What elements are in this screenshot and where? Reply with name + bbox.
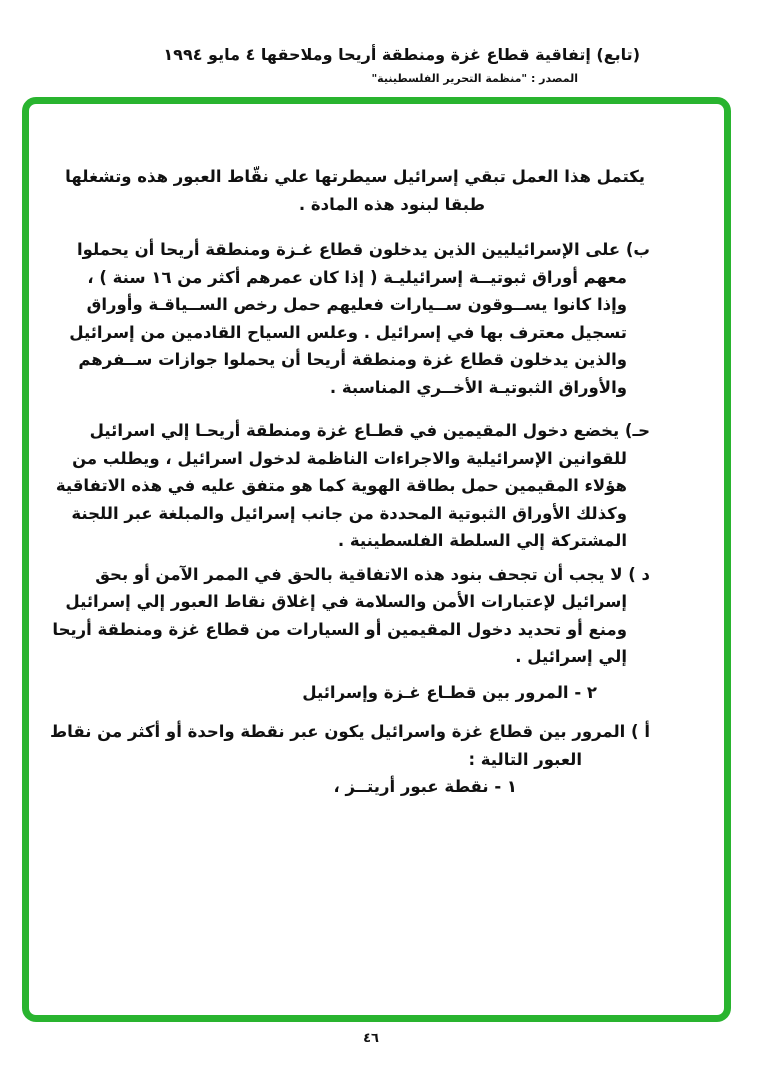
item-a-line-1: أ ) المرور بين قطاع غزة واسرائيل يكون عبر نقطة واحدة أو أكثر من نقاط [49,722,650,741]
item-d-line-1: د ) لا يجب أن تجحف بنود هذه الاتفاقية بالحق في الممر الآمن أو بحق [95,564,650,584]
item-h-line-3: هؤلاء المقيمين حمل بطاقة الهوية كما هو متفق عليه في هذه الاتفاقية [55,476,627,495]
item-d-line-3: ومنع أو تحديد دخول المقيمين أو السيارات من قطاع غزة ومنطقة أريحا [52,619,627,639]
crossing-point-1: ١ - نقطة عبور أريتــز ، [333,777,517,796]
document-body [49,163,650,801]
item-a-line-2: العبور التالية : [468,749,582,769]
item-d-line-2: إسرائيل لإعتبارات الأمن والسلامة في إغلاق نقاط العبور إلي إسرائيل [65,592,627,611]
item-b-line-1: ب) على الإسرائيليين الذين يدخلون قطاع غـزة ومنطقة أريحا أن يحملوا [76,240,650,259]
document-source: المصدر : "منظمة التحرير الفلسطينية" [371,72,578,85]
intro-line-1: يكتمل هذا العمل تبقي إسرائيل سيطرتها علي نقّاط العبور هذه وتشغلها [65,167,645,186]
item-b-line-2: معهم أوراق ثبوتيــة إسرائيليـة ( إذا كان عمرهم أكثر من ١٦ سنة ) ، [87,267,627,287]
item-b-line-5: والذين يدخلون قطاع غزة ومنطقة أريحا أن يحملوا جوازات ســفرهم [78,350,627,369]
intro-line-2: طبقا لبنود هذه المادة . [298,194,485,214]
item-h-line-2: للقوانين الإسرائيلية والاجراءات الناظمة لدخول اسرائيل ، ويطلب من [72,448,627,468]
item-h-line-4: وكذلك الأوراق الثبوتية المحددة من جانب إسرائيل والمبلغة عبر اللجنة [71,503,627,523]
item-b-line-6: والأوراق الثبوتيـة الأخــري المناسبة . [329,377,627,397]
item-d-line-4: إلي إسرائيل . [515,647,627,666]
document-title: (تابع) إتفاقية قطاع غزة ومنطقة أريحا وملاحقها ٤ مايو ١٩٩٤ [163,45,640,64]
item-h-line-1: حـ) يخضع دخول المقيمين في قطـاع غزة ومنطقة أريحـا إلي اسرائيل [89,421,650,440]
item-b-line-3: وإذا كانوا يســوقون ســيارات فعليهم حمل رخص الســياقـة وأوراق [86,295,627,314]
item-b-line-4: تسجيل معترف بها في إسرائيل . وعلس السياح القادمين من إسرائيل [69,322,627,342]
item-h-line-5: المشتركة إلي السلطة الفلسطينية . [337,531,627,550]
page-number: ٤٦ [363,1031,379,1046]
section-2-heading: ٢ - المرور بين قطـاع غـزة وإسرائيل [302,682,597,702]
